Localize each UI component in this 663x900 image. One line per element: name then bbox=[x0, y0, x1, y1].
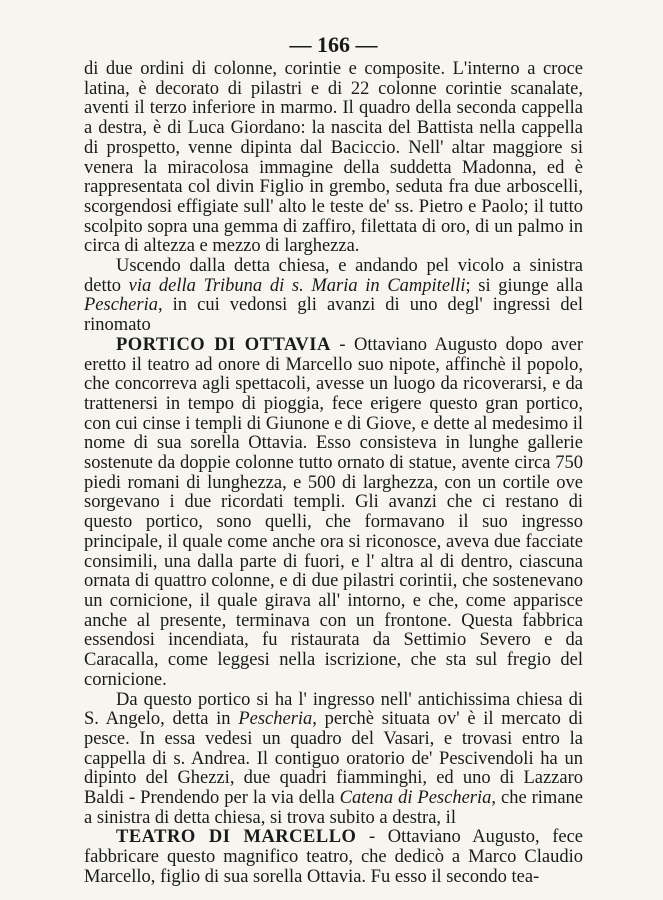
body-text bbox=[84, 60, 583, 888]
text-run: , in cui vedonsi gli avanzi di uno degl' ingressi del rinomato bbox=[84, 295, 583, 336]
text-run: - Ottaviano Augusto, fece fabbricare questo magnifico teatro, che dedicò a Marco Claudio Marcello, figlio di sua sorella Ottavia. Fu esso il secondo tea- bbox=[84, 827, 583, 887]
paragraph-p3 bbox=[84, 336, 583, 691]
text-run: - Ottaviano Augusto dopo aver eretto il teatro ad onore di Marcello suo nipote, affinchè il popolo, che concorreva agli spettacoli, avesse un luogo da ricoverarsi, e da trattenersi in tempo di pioggia, fece erigere questo gran portico, con cui cinse i templi di Giunone e di Giove, e dette al medesimo il nome di sua sorella Ottavia. Esso consisteva in lunghe gallerie sostenute da doppie colonne tutto ornato di statue, avente circa 750 piedi romani di lunghezza, e 500 di larghezza, con un cortile ove sorgevano i due ricordati templi. Gli avanzi che ci restano di questo portico, sono quelli, che formavano il suo ingresso principale, il quale come anche ora si riconosce, aveva due facciate consimili, una dalla parte di fuori, e l' altra al di dentro, ciascuna ornata di quattro colonne, e di due pilastri corintii, che sostenevano un cornicione, il quale girava all' intorno, e che, come apparisce anche al presente, terminava con un frontone. Questa fabbrica essendosi incendiata, fu ristaurata da Settimio Severo e da Caracalla, come leggesi nella iscrizione, che sta sul fregio del cornicione. bbox=[84, 334, 584, 690]
italic-phrase: Pescheria bbox=[238, 709, 313, 730]
paragraph-p2 bbox=[84, 257, 583, 336]
text-run: , che rimane a sinistra di detta chiesa, si trova subito a destra, il bbox=[84, 788, 583, 828]
italic-phrase: via della Tribuna di s. Maria in Campitelli bbox=[128, 275, 466, 296]
text-run: di due ordini di colonne, corintie e composite. L'interno a croce latina, è decorato di pilastri e di 22 colonne corintie scanalate, aventi il terzo inferiore in marmo. Il quadro della seconda cappella a destra, è di Luca Giordano: la nascita del Battista nella cappella di prospetto, venne dipinta dal Baciccio. Nell' altar maggiore si venera la miracolosa immagine della suddetta Madonna, ed è rappresentata col divin Figlio in grembo, seduta fra due arboscelli, scorgendosi effigiate sull' alto le teste de' ss. Pietro e Paolo; il tutto scolpito sopra una gemma di zaffiro, filettata di oro, di un palmo in circa di altezza e mezzo di larghezza. bbox=[84, 59, 583, 257]
page-number: — 166 — bbox=[289, 32, 378, 57]
paragraph-p4 bbox=[84, 691, 583, 829]
text-run: Da questo portico si ha l' ingresso nell' antichissima chiesa di S. Angelo, detta in bbox=[84, 689, 583, 730]
text-run: ; si giunge alla bbox=[465, 275, 583, 296]
text-run: , perchè situata ov' è il mercato di pesce. In essa vedesi un quadro del Vasari, e trovasi entro la cappella di s. Andrea. Il contiguo oratorio de' Pescivendoli ha un dipinto del Ghezzi, due quadri fiamminghi, ed uno di Lazzaro Baldi - Prendendo per la via della bbox=[84, 709, 584, 809]
italic-phrase: Catena di Pescheria bbox=[339, 788, 492, 809]
italic-phrase: Pescheria bbox=[84, 295, 158, 316]
section-heading: TEATRO DI MARCELLO bbox=[116, 827, 357, 848]
paragraph-p5 bbox=[84, 828, 583, 887]
text-run: Uscendo dalla detta chiesa, e andando pel vicolo a sinistra detto bbox=[84, 256, 583, 296]
paragraph-p1 bbox=[84, 60, 583, 257]
section-heading: PORTICO DI OTTAVIA bbox=[116, 334, 331, 355]
